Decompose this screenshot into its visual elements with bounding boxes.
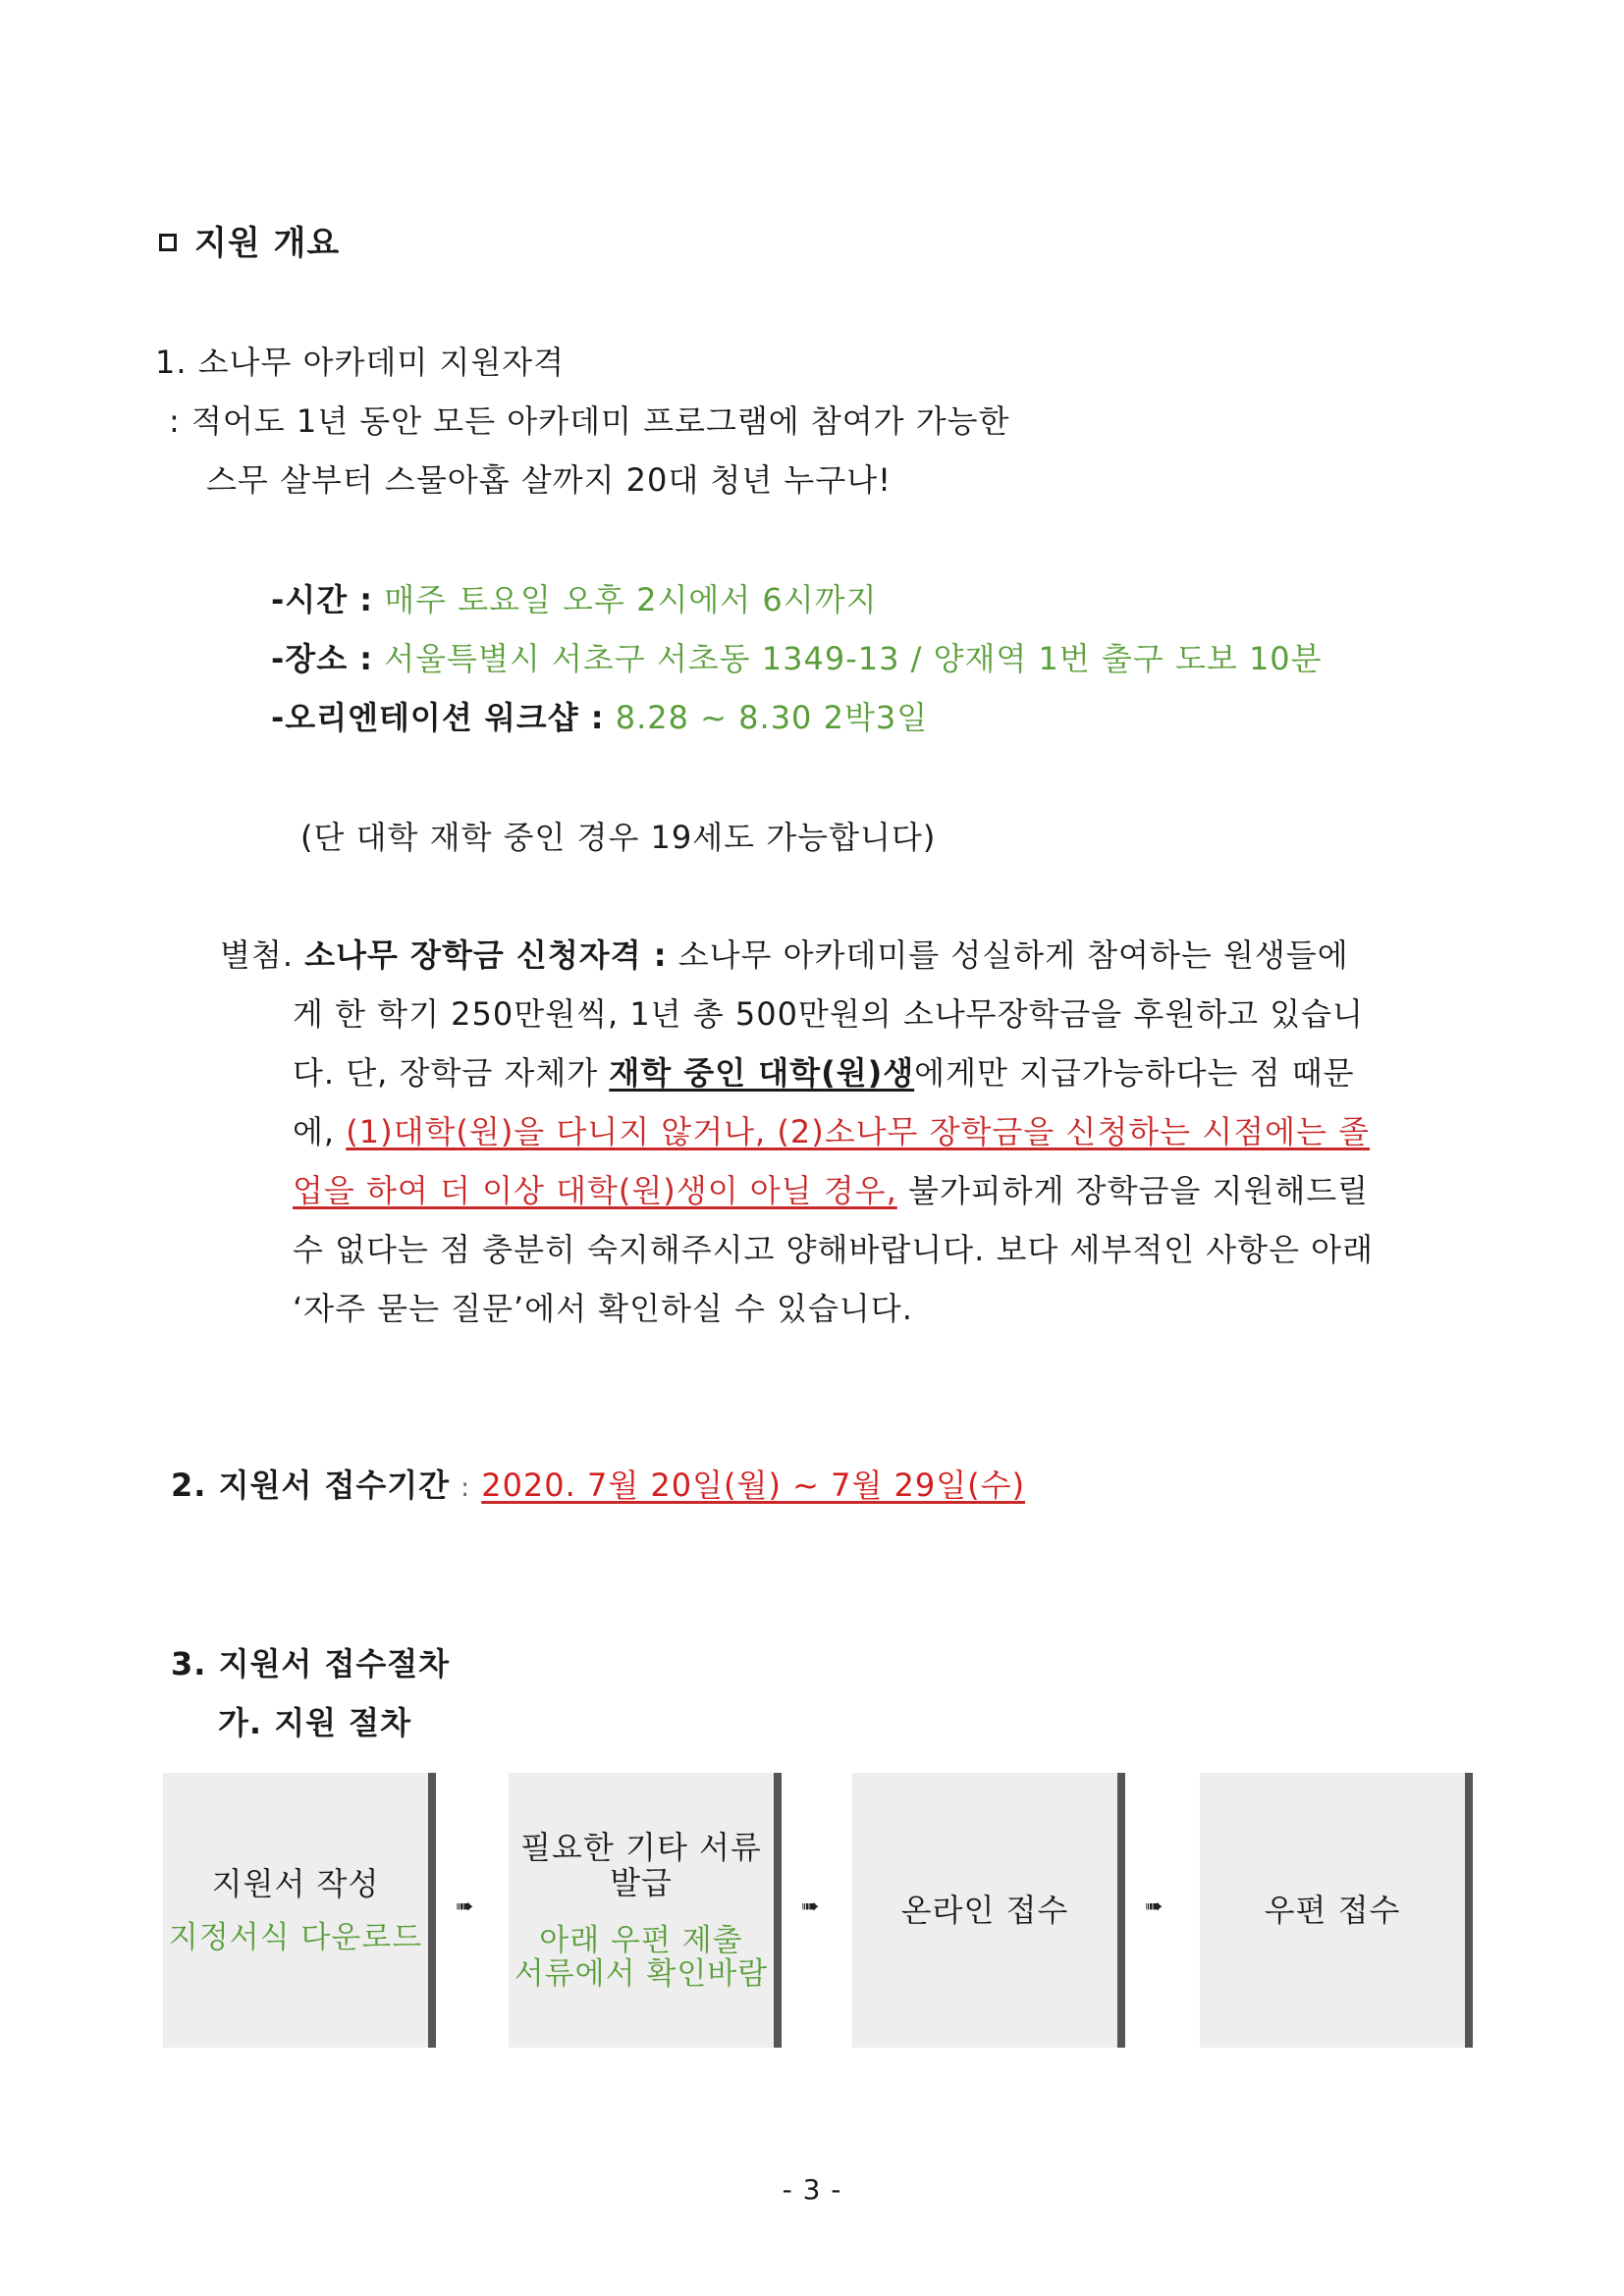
step-other-documents <box>509 1773 782 2048</box>
scholarship-line-5: 업을 하여 더 이상 대학(원)생이 아닐 경우, 불가피하게 장학금을 지원해드릴 <box>293 1172 1370 1209</box>
age-note: (단 대학 재학 중인 경우 19세도 가능합니다) <box>300 819 937 856</box>
step-3-title: 온라인 접수 <box>900 1892 1069 1929</box>
arrow-right-icon: ➠ <box>1145 1895 1164 1919</box>
workshop-value: 8.28 ~ 8.30 2박3일 <box>615 699 929 736</box>
time-row <box>271 575 877 620</box>
place-label: -장소 : <box>271 640 374 677</box>
scholarship-line-1-text: 소나무 아카데미를 성실하게 참여하는 원생들에 <box>677 936 1349 974</box>
step-1-subtitle: 지정서식 다운로드 <box>168 1920 423 1955</box>
enrolled-student-emphasis: 재학 중인 대학(원)생 <box>609 1054 915 1092</box>
ineligible-conditions-cont: 업을 하여 더 이상 대학(원)생이 아닐 경우, <box>293 1172 897 1209</box>
scholarship-line-2: 게 한 학기 250만원씩, 1년 총 500만원의 소나무장학금을 후원하고 있습니 <box>293 995 1364 1033</box>
period-heading: 2. 지원서 접수기간 <box>171 1467 451 1504</box>
scholarship-line-4: 에, (1)대학(원)을 다니지 않거나, (2)소나무 장학금을 신청하는 시점에는 졸 <box>293 1113 1370 1150</box>
step-postal-submission <box>1200 1773 1473 2048</box>
period-row <box>171 1461 1025 1506</box>
step-2-subtitle: 아래 우편 제출 <box>539 1923 743 1958</box>
workshop-row <box>271 693 928 738</box>
section-title: 지원 개요 <box>159 216 340 264</box>
place-value: 서울특별시 서초구 서초동 1349-13 / 양재역 1번 출구 도보 10분 <box>384 640 1323 677</box>
procedure-heading: 3. 지원서 접수절차 <box>171 1645 451 1682</box>
step-1-title: 지원서 작성 <box>211 1865 380 1902</box>
period-separator: : <box>460 1473 471 1503</box>
eligibility-line-1: : 적어도 1년 동안 모든 아카데미 프로그램에 참여가 가능한 <box>169 402 1010 440</box>
step-4-title: 우편 접수 <box>1264 1892 1401 1929</box>
time-value: 매주 토요일 오후 2시에서 6시까지 <box>384 581 878 618</box>
period-value: 2020. 7월 20일(월) ~ 7월 29일(수) <box>481 1467 1026 1504</box>
arrow-right-icon: ➠ <box>801 1895 821 1919</box>
scholarship-line-1 <box>220 931 1349 976</box>
ineligible-conditions: (1)대학(원)을 다니지 않거나, (2)소나무 장학금을 신청하는 시점에는 졸 <box>346 1113 1370 1150</box>
scholarship-line-3: 다. 단, 장학금 자체가 재학 중인 대학(원)생에게만 지급가능하다는 점 때문 <box>293 1054 1355 1092</box>
place-row <box>271 634 1323 679</box>
scholarship-title: 소나무 장학금 신청자격 : <box>304 936 668 974</box>
arrow-right-icon: ➠ <box>456 1895 475 1919</box>
scholarship-line-6: 수 없다는 점 충분히 숙지해주시고 양해바랍니다. 보다 세부적인 사항은 아래 <box>293 1231 1374 1268</box>
time-label: -시간 : <box>271 581 374 618</box>
eligibility-line-2: 스무 살부터 스물아홉 살까지 20대 청년 누구나! <box>206 461 892 499</box>
procedure-sub-heading: 가. 지원 절차 <box>218 1704 411 1741</box>
step-online-submission <box>852 1773 1125 2048</box>
step-2-title-2: 발급 <box>610 1864 673 1901</box>
eligibility-heading: 1. 소나무 아카데미 지원자격 <box>155 344 566 381</box>
square-bullet-icon <box>159 234 177 251</box>
page-number: - 3 - <box>782 2173 842 2206</box>
step-2-subtitle-2: 서류에서 확인바람 <box>514 1956 769 1992</box>
step-application-form <box>163 1773 436 2048</box>
scholarship-prefix: 별첨. <box>220 936 294 974</box>
step-2-title: 필요한 기타 서류 <box>520 1829 762 1866</box>
workshop-label: -오리엔테이션 워크샵 : <box>271 699 605 736</box>
scholarship-line-7: ‘자주 묻는 질문’에서 확인하실 수 있습니다. <box>293 1290 913 1327</box>
